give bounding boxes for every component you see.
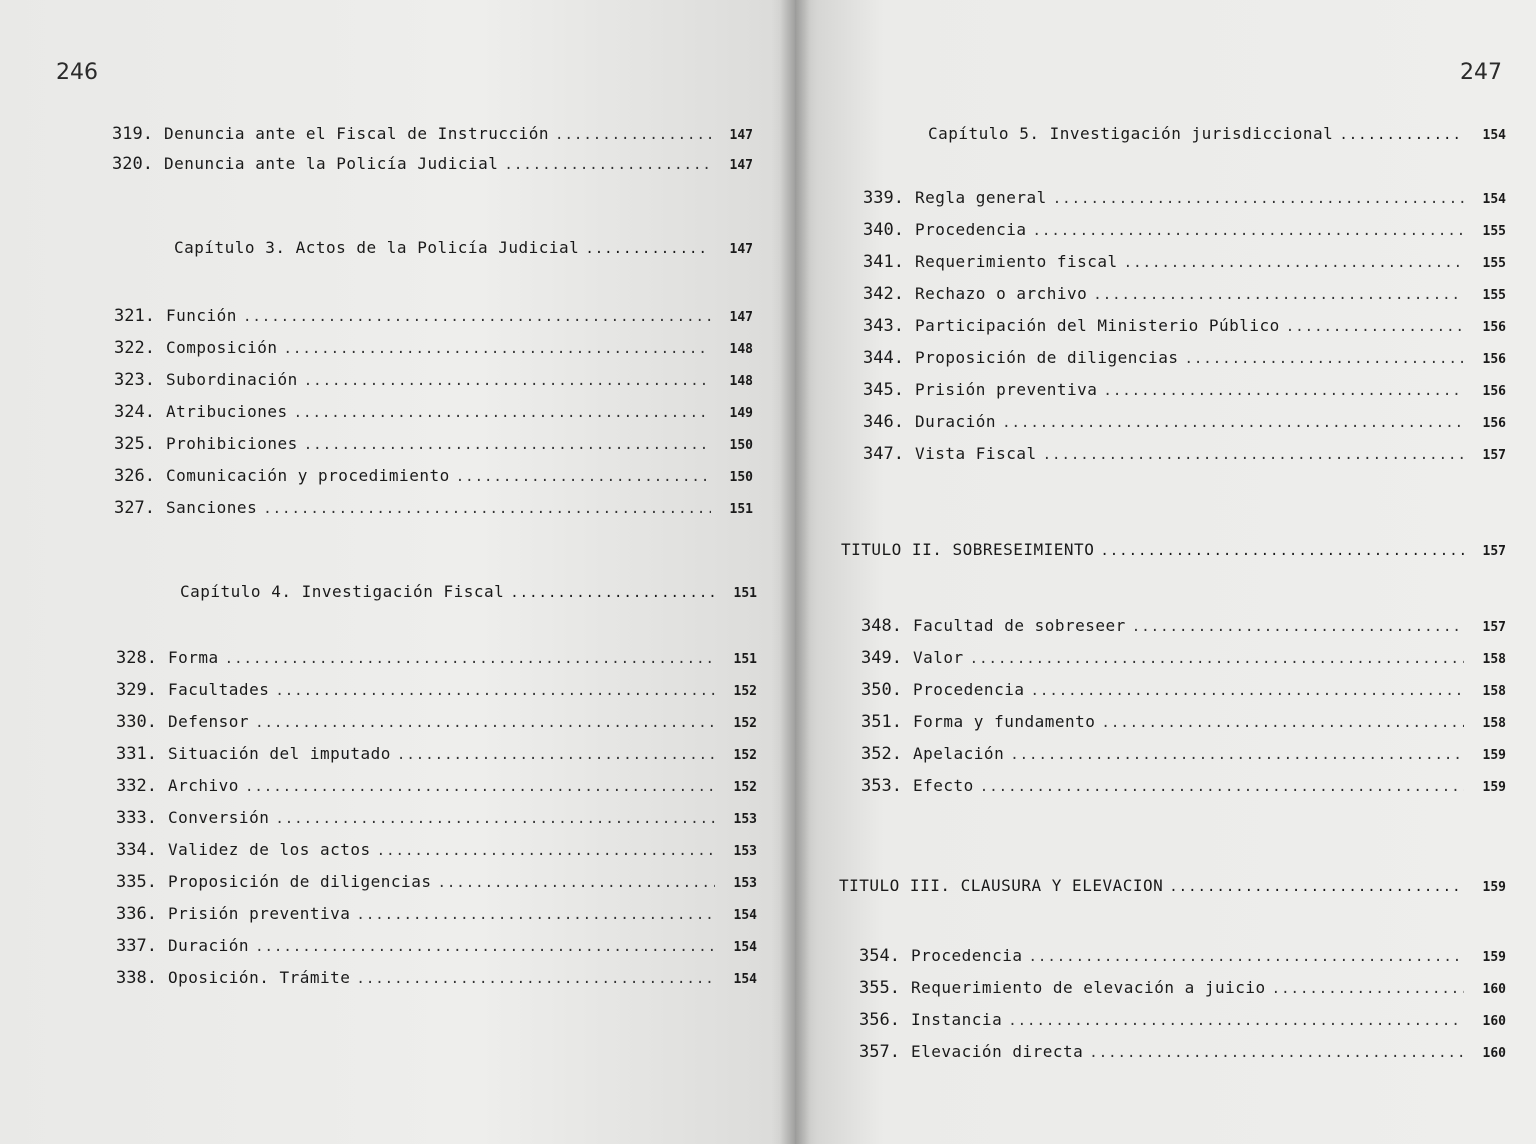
article-number: 339. — [863, 188, 904, 208]
article-number: 325. — [114, 434, 155, 454]
leader-dots — [1100, 543, 1464, 559]
leader-dots — [555, 127, 711, 143]
page-ref: 153 — [733, 844, 757, 859]
toc-entry — [116, 968, 757, 992]
toc-entry — [861, 712, 1506, 736]
toc-entry — [863, 284, 1506, 308]
article-number: 345. — [863, 380, 904, 400]
page-ref: 151 — [733, 652, 757, 667]
article-number: 337. — [116, 936, 157, 956]
article-title: Forma — [168, 648, 219, 667]
article-number: 342. — [863, 284, 904, 304]
heading-title: Capítulo 4. Investigación Fiscal — [180, 582, 505, 601]
page-ref: 154 — [733, 908, 757, 923]
page-ref: 157 — [1482, 544, 1506, 559]
article-title: Instancia — [911, 1010, 1003, 1029]
page-ref: 157 — [1482, 448, 1506, 463]
page-ref: 158 — [1482, 652, 1506, 667]
toc-entry — [116, 872, 757, 896]
leader-dots — [504, 157, 711, 173]
page-ref: 147 — [729, 128, 753, 143]
toc-entry — [114, 338, 753, 362]
page-ref: 159 — [1482, 780, 1506, 795]
toc-entry — [861, 776, 1506, 800]
page-ref: 156 — [1482, 352, 1506, 367]
leader-dots — [437, 875, 715, 891]
article-title: Composición — [166, 338, 278, 357]
article-title: Oposición. Trámite — [168, 968, 351, 987]
leader-dots — [255, 939, 715, 955]
page-ref: 154 — [1482, 128, 1506, 143]
page-ref: 159 — [1482, 950, 1506, 965]
article-number: 329. — [116, 680, 157, 700]
leader-dots — [1032, 223, 1464, 239]
leader-dots — [275, 683, 715, 699]
leader-dots — [585, 241, 711, 257]
article-title: Regla general — [915, 188, 1047, 207]
article-title: Vista Fiscal — [915, 444, 1037, 463]
article-number: 323. — [114, 370, 155, 390]
heading-title: TITULO III. CLAUSURA Y ELEVACION — [839, 876, 1164, 895]
page-ref: 159 — [1482, 748, 1506, 763]
book-gutter — [780, 0, 810, 1144]
leader-dots — [294, 405, 711, 421]
toc-entry — [861, 680, 1506, 704]
toc-entry — [859, 978, 1506, 1002]
page-ref: 160 — [1482, 1046, 1506, 1061]
article-title: Proposición de diligencias — [915, 348, 1179, 367]
article-title: Defensor — [168, 712, 250, 731]
toc-entry — [114, 306, 753, 330]
article-title: Proposición de diligencias — [168, 872, 432, 891]
leader-dots — [1030, 683, 1464, 699]
article-number: 346. — [863, 412, 904, 432]
leader-dots — [456, 469, 711, 485]
leader-dots — [245, 779, 715, 795]
page-ref: 159 — [1482, 880, 1506, 895]
page-ref: 160 — [1482, 1014, 1506, 1029]
article-title: Requerimiento de elevación a juicio — [911, 978, 1266, 997]
article-number: 322. — [114, 338, 155, 358]
leader-dots — [1101, 715, 1464, 731]
article-number: 335. — [116, 872, 157, 892]
article-title: Prisión preventiva — [168, 904, 351, 923]
page-ref: 152 — [733, 748, 757, 763]
article-title: Comunicación y procedimiento — [166, 466, 450, 485]
toc-heading — [180, 582, 757, 606]
page-ref: 156 — [1482, 320, 1506, 335]
article-title: Denuncia ante el Fiscal de Instrucción — [164, 124, 550, 143]
article-number: 356. — [859, 1010, 900, 1030]
page-ref: 158 — [1482, 684, 1506, 699]
leader-dots — [1124, 255, 1464, 271]
article-number: 353. — [861, 776, 902, 796]
page-ref: 147 — [729, 158, 753, 173]
article-number: 344. — [863, 348, 904, 368]
article-number: 334. — [116, 840, 157, 860]
toc-entry — [112, 154, 753, 178]
leader-dots — [283, 341, 711, 357]
leader-dots — [1286, 319, 1464, 335]
leader-dots — [1053, 191, 1464, 207]
leader-dots — [255, 715, 715, 731]
leader-dots — [304, 437, 711, 453]
article-number: 332. — [116, 776, 157, 796]
article-title: Efecto — [913, 776, 974, 795]
article-number: 321. — [114, 306, 155, 326]
right-page — [795, 0, 1536, 1144]
article-title: Facultades — [168, 680, 270, 699]
article-number: 354. — [859, 946, 900, 966]
article-number: 324. — [114, 402, 155, 422]
article-title: Procedencia — [911, 946, 1023, 965]
toc-entry — [863, 188, 1506, 212]
leader-dots — [377, 843, 715, 859]
toc-entry — [863, 252, 1506, 276]
page-ref: 156 — [1482, 384, 1506, 399]
leader-dots — [1093, 287, 1464, 303]
page-ref: 151 — [733, 586, 757, 601]
article-title: Elevación directa — [911, 1042, 1084, 1061]
page-ref: 157 — [1482, 620, 1506, 635]
toc-entry — [863, 348, 1506, 372]
page-ref: 155 — [1482, 224, 1506, 239]
leader-dots — [1043, 447, 1464, 463]
article-title: Denuncia ante la Policía Judicial — [164, 154, 499, 173]
leader-dots — [304, 373, 711, 389]
page-ref: 151 — [729, 502, 753, 517]
article-title: Prisión preventiva — [915, 380, 1098, 399]
toc-entry — [116, 904, 757, 928]
page-number: 247 — [1460, 60, 1502, 85]
article-title: Atribuciones — [166, 402, 288, 421]
article-title: Duración — [915, 412, 997, 431]
article-number: 319. — [112, 124, 153, 144]
leader-dots — [1132, 619, 1464, 635]
page-ref: 150 — [729, 470, 753, 485]
leader-dots — [1002, 415, 1464, 431]
toc-heading — [839, 876, 1506, 900]
leader-dots — [275, 811, 715, 827]
article-number: 338. — [116, 968, 157, 988]
article-title: Facultad de sobreseer — [913, 616, 1126, 635]
article-number: 340. — [863, 220, 904, 240]
article-number: 341. — [863, 252, 904, 272]
page-ref: 148 — [729, 342, 753, 357]
toc-entry — [859, 1010, 1506, 1034]
toc-entry — [116, 712, 757, 736]
article-number: 357. — [859, 1042, 900, 1062]
leader-dots — [397, 747, 715, 763]
toc-entry — [116, 840, 757, 864]
leader-dots — [263, 501, 711, 517]
article-title: Archivo — [168, 776, 239, 795]
heading-title: Capítulo 5. Investigación jurisdiccional — [928, 124, 1334, 143]
page-ref: 147 — [729, 242, 753, 257]
toc-entry — [116, 648, 757, 672]
article-number: 331. — [116, 744, 157, 764]
leader-dots — [1028, 949, 1464, 965]
article-title: Conversión — [168, 808, 270, 827]
article-title: Participación del Ministerio Público — [915, 316, 1280, 335]
leader-dots — [225, 651, 715, 667]
article-number: 327. — [114, 498, 155, 518]
page-ref: 150 — [729, 438, 753, 453]
article-title: Prohibiciones — [166, 434, 298, 453]
leader-dots — [1272, 981, 1464, 997]
page-ref: 156 — [1482, 416, 1506, 431]
leader-dots — [510, 585, 715, 601]
toc-entry — [114, 370, 753, 394]
leader-dots — [1169, 879, 1464, 895]
article-title: Validez de los actos — [168, 840, 371, 859]
article-title: Duración — [168, 936, 250, 955]
article-title: Procedencia — [913, 680, 1025, 699]
page-ref: 154 — [733, 940, 757, 955]
toc-entry — [114, 498, 753, 522]
page-ref: 160 — [1482, 982, 1506, 997]
article-number: 355. — [859, 978, 900, 998]
article-number: 351. — [861, 712, 902, 732]
toc-entry — [861, 616, 1506, 640]
page-ref: 154 — [1482, 192, 1506, 207]
article-title: Sanciones — [166, 498, 258, 517]
article-number: 343. — [863, 316, 904, 336]
article-number: 352. — [861, 744, 902, 764]
page-number: 246 — [56, 60, 98, 85]
article-number: 330. — [116, 712, 157, 732]
toc-entry — [863, 220, 1506, 244]
page-ref: 152 — [733, 716, 757, 731]
page-ref: 152 — [733, 684, 757, 699]
article-number: 349. — [861, 648, 902, 668]
toc-entry — [863, 380, 1506, 404]
toc-entry — [116, 936, 757, 960]
toc-entry — [116, 680, 757, 704]
toc-entry — [859, 946, 1506, 970]
page-ref: 147 — [729, 310, 753, 325]
toc-heading — [928, 124, 1506, 148]
toc-entry — [116, 744, 757, 768]
article-title: Requerimiento fiscal — [915, 252, 1118, 271]
article-number: 336. — [116, 904, 157, 924]
article-number: 328. — [116, 648, 157, 668]
toc-heading — [174, 238, 753, 262]
toc-heading — [841, 540, 1506, 564]
page-ref: 154 — [733, 972, 757, 987]
article-title: Rechazo o archivo — [915, 284, 1088, 303]
toc-entry — [114, 434, 753, 458]
toc-entry — [114, 402, 753, 426]
heading-title: TITULO II. SOBRESEIMIENTO — [841, 540, 1095, 559]
page-ref: 153 — [733, 812, 757, 827]
article-number: 348. — [861, 616, 902, 636]
article-title: Apelación — [913, 744, 1005, 763]
article-number: 320. — [112, 154, 153, 174]
page-ref: 152 — [733, 780, 757, 795]
article-number: 326. — [114, 466, 155, 486]
leader-dots — [970, 651, 1464, 667]
article-title: Subordinación — [166, 370, 298, 389]
article-number: 333. — [116, 808, 157, 828]
article-title: Función — [166, 306, 237, 325]
page-ref: 158 — [1482, 716, 1506, 731]
article-title: Situación del imputado — [168, 744, 391, 763]
leader-dots — [1089, 1045, 1464, 1061]
toc-entry — [859, 1042, 1506, 1066]
article-number: 350. — [861, 680, 902, 700]
heading-title: Capítulo 3. Actos de la Policía Judicial — [174, 238, 580, 257]
toc-entry — [116, 776, 757, 800]
toc-entry — [863, 412, 1506, 436]
leader-dots — [1103, 383, 1464, 399]
toc-entry — [861, 648, 1506, 672]
toc-entry — [861, 744, 1506, 768]
page-ref: 149 — [729, 406, 753, 421]
toc-entry — [114, 466, 753, 490]
leader-dots — [243, 309, 711, 325]
article-title: Valor — [913, 648, 964, 667]
leader-dots — [980, 779, 1464, 795]
article-number: 347. — [863, 444, 904, 464]
leader-dots — [356, 971, 715, 987]
toc-entry — [863, 444, 1506, 468]
toc-entry — [116, 808, 757, 832]
page-ref: 148 — [729, 374, 753, 389]
leader-dots — [1339, 127, 1464, 143]
leader-dots — [356, 907, 715, 923]
page-ref: 153 — [733, 876, 757, 891]
toc-entry — [112, 124, 753, 148]
leader-dots — [1184, 351, 1464, 367]
page-ref: 155 — [1482, 288, 1506, 303]
page-ref: 155 — [1482, 256, 1506, 271]
article-title: Forma y fundamento — [913, 712, 1096, 731]
leader-dots — [1010, 747, 1464, 763]
article-title: Procedencia — [915, 220, 1027, 239]
toc-entry — [863, 316, 1506, 340]
leader-dots — [1008, 1013, 1464, 1029]
